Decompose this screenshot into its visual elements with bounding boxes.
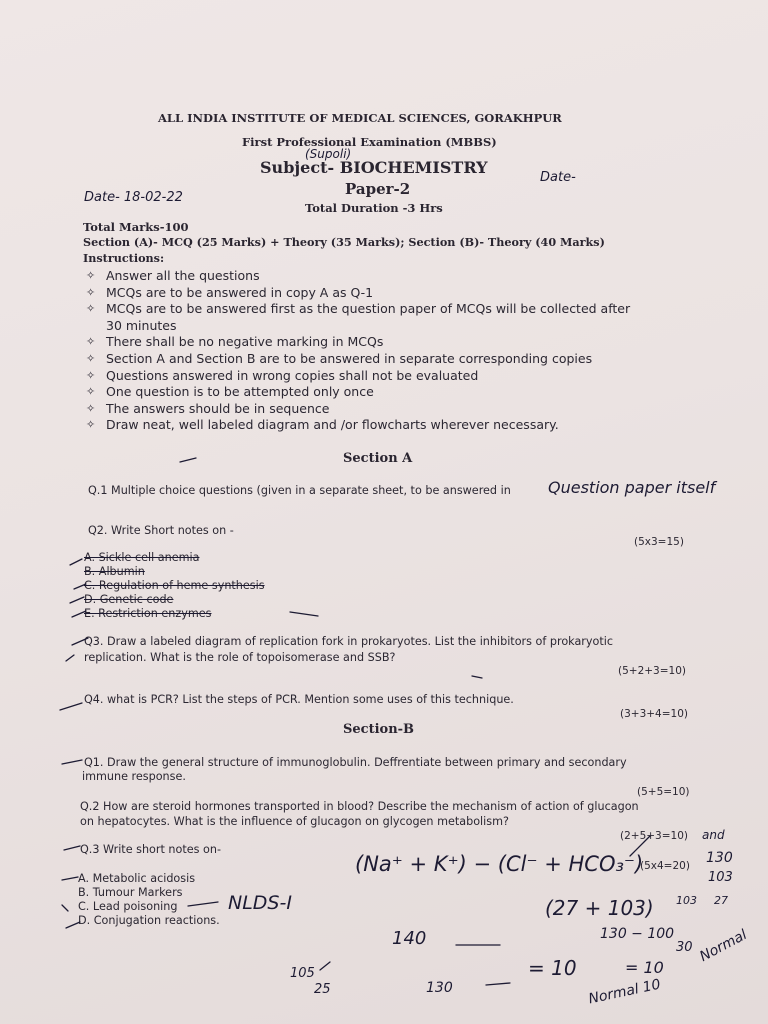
instructions-title: Instructions: xyxy=(83,251,165,265)
section-a-title: Section A xyxy=(343,451,413,466)
q3-item-c: C. Lead poisoning xyxy=(78,900,178,913)
star-bullet-icon: ✧ xyxy=(86,351,96,365)
section-a-q3-line2: replication. What is the role of topoisomerase and SSB? xyxy=(84,651,396,664)
institute-title: ALL INDIA INSTITUTE OF MEDICAL SCIENCES, GORAKHPUR xyxy=(158,111,562,125)
star-bullet-icon: ✧ xyxy=(86,285,96,299)
q2-item-b: B. Albumin xyxy=(84,565,145,578)
pen-arrow-mark xyxy=(60,703,82,710)
instruction-item: ✧ MCQs are to be answered first as the question paper of MCQs will be collected after xyxy=(86,301,631,317)
section-b-q2-line2: on hepatocytes. What is the influence of glucagon on glycogen metabolism? xyxy=(80,815,509,828)
section-b-q2-line1: Q.2 How are steroid hormones transported in blood? Describe the mechanism of action of glucagon xyxy=(80,800,639,813)
handwritten-date-left: Date- 18-02-22 xyxy=(84,190,183,205)
q3-item-d: D. Conjugation reactions. xyxy=(78,914,220,927)
pen-arrow-mark xyxy=(66,655,74,661)
handwritten-question-paper-itself: Question paper itself xyxy=(548,478,716,497)
star-bullet-icon: ✧ xyxy=(86,335,96,349)
section-b-q3-marks: (5x4=20) xyxy=(640,860,690,872)
q2-item-a: A. Sickle cell anemia xyxy=(84,551,200,564)
handwritten-103: 103 xyxy=(676,894,697,907)
q2-item-c: C. Regulation of heme synthesis xyxy=(84,579,265,592)
handwritten-value-140: 140 xyxy=(392,928,427,949)
handwritten-value-30: 30 xyxy=(676,940,693,955)
pen-arrow-mark xyxy=(62,905,68,911)
subject-title: Subject- BIOCHEMISTRY xyxy=(260,158,488,177)
handwritten-130: 130 xyxy=(426,980,453,996)
handwritten-equals-10: = 10 xyxy=(528,956,577,980)
handwritten-normal-10: Normal 10 xyxy=(587,976,663,1008)
section-a-q3-marks: (5+2+3=10) xyxy=(618,665,686,677)
handwritten-and: and xyxy=(702,828,725,842)
instruction-item: ✧ Questions answered in wrong copies shall not be evaluated xyxy=(86,367,479,383)
section-b-q1-line1: Q1. Draw the general structure of immunoglobulin. Deffrentiate between primary and secondary xyxy=(84,756,627,769)
instruction-item: ✧ Answer all the questions xyxy=(86,268,260,283)
q2-item-e: E. Restriction enzymes xyxy=(84,607,212,620)
q3-item-b: B. Tumour Markers xyxy=(78,886,183,899)
section-a-q4-marks: (3+3+4=10) xyxy=(620,708,688,720)
handwritten-27: 27 xyxy=(714,894,728,907)
section-a-q3-line1: Q3. Draw a labeled diagram of replication fork in prokaryotes. List the inhibitors of prokaryotic xyxy=(84,635,614,648)
handwritten-value-130-100: 130 − 100 xyxy=(600,926,675,942)
instruction-item-continued: 30 minutes xyxy=(106,317,177,333)
pen-arrow-mark xyxy=(188,902,218,906)
handwritten-supoli: (Supoli) xyxy=(305,147,352,161)
instruction-item: ✧ The answers should be in sequence xyxy=(86,400,330,416)
handwritten-nlds: NLDS-I xyxy=(228,892,292,914)
star-bullet-icon: ✧ xyxy=(86,269,96,282)
star-bullet-icon: ✧ xyxy=(86,368,96,382)
pen-arrow-mark xyxy=(180,458,196,462)
q2-item-d: D. Genetic code xyxy=(84,593,174,606)
star-bullet-icon: ✧ xyxy=(86,401,96,415)
handwritten-103-right: 103 xyxy=(708,870,733,885)
pen-arrow-mark xyxy=(486,983,510,985)
section-b-title: Section-B xyxy=(343,722,415,737)
section-b-q3: Q.3 Write short notes on- xyxy=(80,843,221,856)
star-bullet-icon: ✧ xyxy=(86,302,96,316)
handwritten-25: 25 xyxy=(314,982,331,997)
instruction-item: ✧ One question is to be attempted only once xyxy=(86,384,374,400)
sections-line: Section (A)- MCQ (25 Marks) + Theory (35 Marks); Section (B)- Theory (40 Marks) xyxy=(83,235,605,249)
star-bullet-icon: ✧ xyxy=(86,385,96,399)
pen-arrow-mark xyxy=(70,597,84,603)
handwritten-105: 105 xyxy=(290,966,315,981)
pen-arrow-mark xyxy=(320,962,330,970)
pen-arrow-mark xyxy=(64,846,80,850)
paper-title: Paper-2 xyxy=(345,180,411,198)
duration: Total Duration -3 Hrs xyxy=(305,201,443,215)
handwritten-formula-ion: (Na⁺ + K⁺) − (Cl⁻ + HCO₃⁻) xyxy=(355,852,644,876)
handwritten-130-right: 130 xyxy=(706,850,733,866)
section-b-q1-marks: (5+5=10) xyxy=(637,786,690,798)
handwritten-formula-sum: (27 + 103) xyxy=(545,896,654,920)
instruction-item: ✧ There shall be no negative marking in MCQs xyxy=(86,334,384,350)
section-b-q2-marks: (2+5+3=10) xyxy=(620,830,688,842)
instruction-item: ✧ Draw neat, well labeled diagram and /or flowcharts wherever necessary. xyxy=(86,417,559,433)
total-marks: Total Marks-100 xyxy=(83,220,189,234)
section-b-q1-line2: immune response. xyxy=(82,770,186,783)
pen-arrow-mark xyxy=(62,760,82,764)
pen-arrow-mark xyxy=(62,877,78,880)
handwritten-equals-10b: = 10 xyxy=(625,958,664,977)
handwritten-date-right: Date- xyxy=(540,170,576,185)
instruction-item: ✧ Section A and Section B are to be answered in separate corresponding copies xyxy=(86,350,593,366)
section-a-q2-marks: (5x3=15) xyxy=(634,536,684,548)
pen-arrow-mark xyxy=(472,676,482,678)
star-bullet-icon: ✧ xyxy=(86,418,96,432)
section-a-q2: Q2. Write Short notes on - xyxy=(88,524,234,537)
section-a-q1: Q.1 Multiple choice questions (given in a separate sheet, to be answered in xyxy=(88,484,511,497)
pen-arrow-mark xyxy=(290,612,318,616)
instructions-list xyxy=(86,268,630,434)
pen-arrow-mark xyxy=(70,559,82,565)
exam-title: First Professional Examination (MBBS) xyxy=(242,135,497,149)
instruction-item: ✧ MCQs are to be answered in copy A as Q-1 xyxy=(86,284,374,300)
q3-item-a: A. Metabolic acidosis xyxy=(78,872,196,885)
section-a-q4: Q4. what is PCR? List the steps of PCR. Mention some uses of this technique. xyxy=(84,693,514,706)
handwritten-normal: Normal xyxy=(697,926,750,966)
